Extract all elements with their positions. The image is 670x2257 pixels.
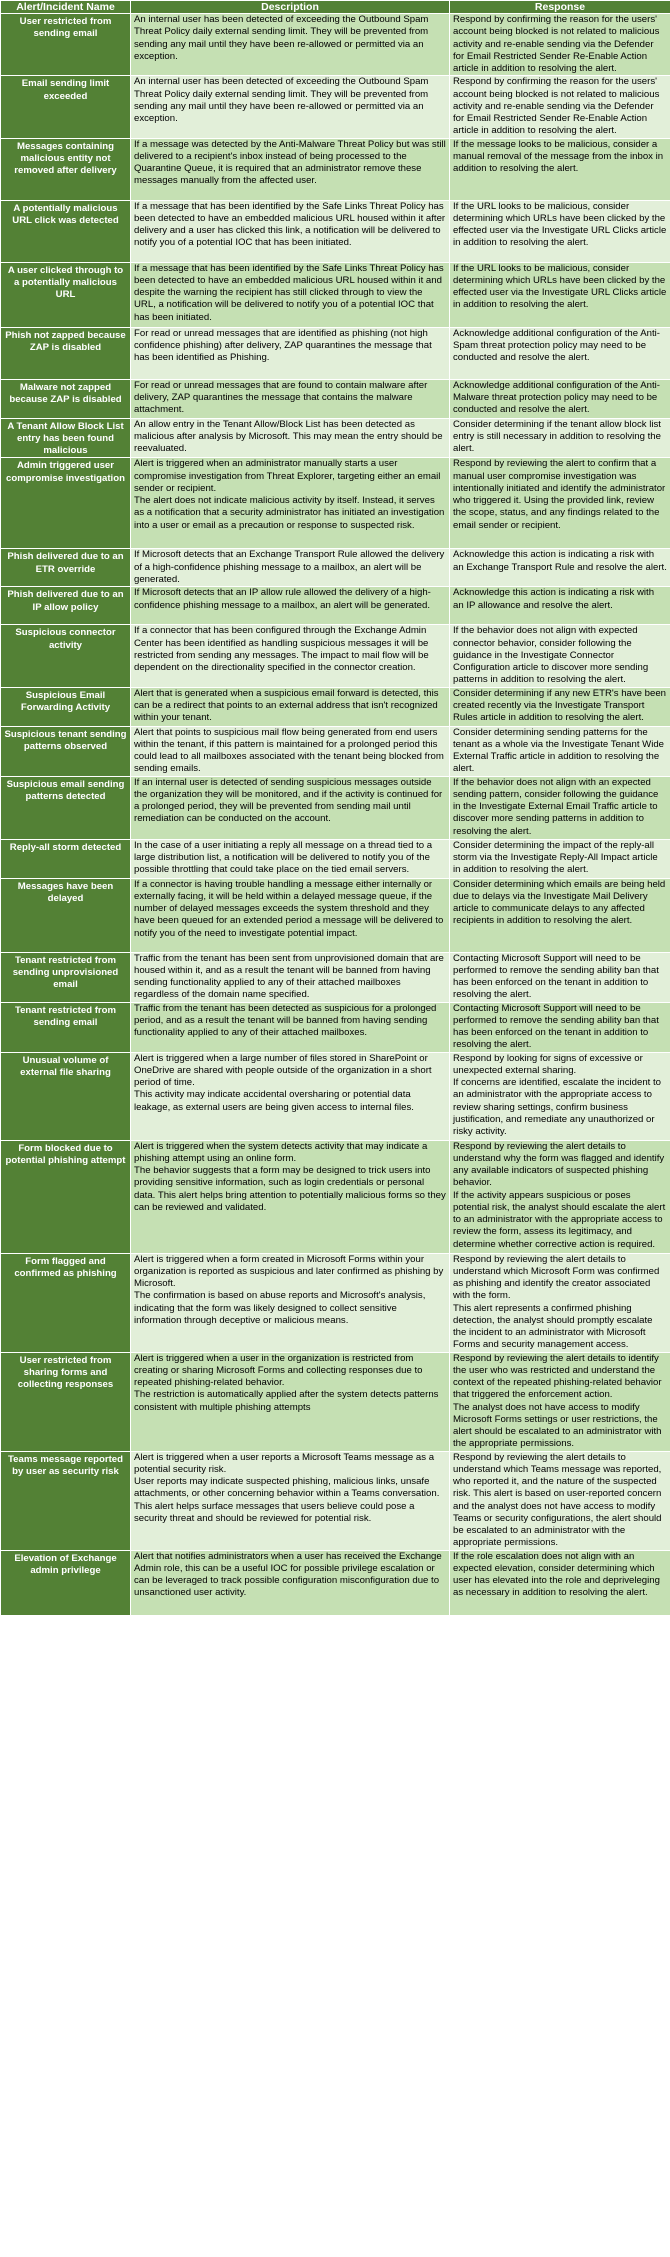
response-cell [450,549,670,587]
table-row [1,1140,670,1253]
alert-name-cell: A potentially malicious URL click was detected [1,200,131,262]
response-cell [450,262,670,327]
description-cell [131,138,450,200]
header-response: Response [450,1,670,14]
description-cell [131,458,450,549]
response-cell [450,587,670,625]
response-paragraph: Consider determining if any new ETR's have been created recently via the Investigate Transport Rules article in addition to resolving the alert. [453,687,667,723]
description-paragraph: Alert is triggered when a form created in Microsoft Forms within your organization is reported as suspicious and later confirmed as phishing by Microsoft. [134,1253,444,1289]
response-paragraph: Respond by reviewing the alert details to understand which Teams message was reported, who reported it, and the nature of the suspected risk. This alert is based on user-reported concern and the analyst does not have access to modify Teams or security configurations, the alert should be escalated to an administrator with the appropriate permissions. [453,1451,662,1549]
table-row [1,1052,670,1140]
table-row [1,687,670,726]
response-paragraph: Respond by reviewing the alert details to understand why the form was flagged and identify any available indicators of suspected phishing behavior. [453,1140,665,1189]
description-paragraph: Alert that is generated when a suspicious email forward is detected, this can be a redirect that points to an external address that isn't recognized within your tenant. [134,687,439,723]
alert-name-cell: User restricted from sending email [1,14,131,76]
table-row [1,327,670,379]
description-cell [131,687,450,726]
response-paragraph: This alert represents a confirmed phishing detection, the analyst should promptly escalate the incident to an administrator with Microsoft Forms and security management access. [453,1302,653,1351]
response-paragraph: Respond by reviewing the alert details to understand which Microsoft Form was confirmed as phishing and identify the creator associated with the form. [453,1253,660,1302]
table-row [1,1451,670,1550]
description-cell [131,14,450,76]
description-paragraph: The alert does not indicate malicious activity by itself. Instead, it serves as a notification that a security administrator has initiated an investigation into a user or email as a precaution or response to suspected risk. [134,495,445,531]
response-cell [450,952,670,1002]
alert-name-cell: Messages containing malicious entity not removed after delivery [1,138,131,200]
response-paragraph: If the URL looks to be malicious, consider determining which URLs have been clicked by the effected user via the Investigate URL Clicks article in addition to resolving the alert. [453,200,667,249]
response-cell [450,76,670,138]
description-paragraph: If a message that has been identified by the Safe Links Threat Policy has been detected to have an embedded malicious URL housed within it and despite the warning the recipient has still clicked through to view the URL, a notification will be delivered to notify you of a potential IOC that has been initiated. [134,262,444,323]
alert-name-cell: Suspicious connector activity [1,625,131,687]
response-cell [450,1352,670,1451]
alert-name-cell: Admin triggered user compromise investigation [1,458,131,549]
description-paragraph: An allow entry in the Tenant Allow/Block List has been detected as malicious after analysis by Microsoft. This may mean the entry should be reevaluated. [134,418,443,454]
description-cell [131,1052,450,1140]
table-row [1,14,670,76]
description-cell [131,587,450,625]
header-row [1,1,670,14]
description-paragraph: The restriction is automatically applied after the system detects patterns consistent with multiple phishing attempts [134,1389,439,1413]
table-row [1,726,670,776]
response-cell [450,200,670,262]
alert-name-cell: Suspicious email sending patterns detected [1,776,131,839]
description-paragraph: This activity may indicate accidental oversharing or potential data leakage, as external users are being given access to internal files. [134,1089,414,1113]
response-paragraph: If the role escalation does not align with an expected elevation, consider determining which user has elevated into the role and depriveleging as necessary in addition to resolving the alert. [453,1550,660,1599]
description-cell [131,625,450,687]
response-paragraph: Consider determining which emails are being held due to delays via the Investigate Mail Delivery article to communicate delays to any affected recipients in addition to resolving the alert. [453,878,666,927]
alert-name-cell: Tenant restricted from sending unprovisioned email [1,952,131,1002]
alert-name-cell: Suspicious Email Forwarding Activity [1,687,131,726]
alert-name-cell: User restricted from sharing forms and collecting responses [1,1352,131,1451]
table-row [1,1352,670,1451]
response-cell [450,1052,670,1140]
table-row [1,952,670,1002]
response-paragraph: If the message looks to be malicious, consider a manual removal of the message from the inbox in addition to resolving the alert. [453,138,664,174]
response-cell [450,776,670,839]
description-cell [131,1140,450,1253]
description-cell [131,76,450,138]
response-cell [450,327,670,379]
table-row [1,549,670,587]
table-row [1,379,670,418]
description-paragraph: Alert that points to suspicious mail flow being generated from end users within the tenant, if this pattern is maintained for a prolonged period this could lead to all mailboxes associated with the tenant being blocked from sending emails. [134,726,444,775]
table-body [1,14,670,1616]
alert-name-cell: Messages have been delayed [1,878,131,952]
alert-name-cell: Tenant restricted from sending email [1,1002,131,1052]
response-cell [450,418,670,458]
description-paragraph: For read or unread messages that are identified as phishing (not high confidence phishing) after delivery, ZAP quarantines the message that has been identified as Phishing. [134,327,432,363]
table-row [1,839,670,878]
response-cell [450,458,670,549]
description-paragraph: If a connector is having trouble handling a message either internally or externally facing, it will be held within a delayed message queue, if the number of delayed messages exceeds the system threshold and they have been queued for an extended period a message will be delivered to notify you of the need to investigate potential impact. [134,878,444,939]
header-description: Description [131,1,450,14]
response-cell [450,687,670,726]
response-paragraph: If the activity appears suspicious or poses potential risk, the analyst should escalate the alert to an administrator with the appropriate access to review the form, assess its legitimacy, and determine whether corrective action is required. [453,1189,666,1250]
description-cell [131,878,450,952]
alert-name-cell: Email sending limit exceeded [1,76,131,138]
description-paragraph: For read or unread messages that are found to contain malware after delivery, ZAP quarantines the message that contains the malware attachment. [134,379,428,415]
response-cell [450,1140,670,1253]
table-row [1,1253,670,1352]
table-row [1,458,670,549]
description-cell [131,1253,450,1352]
description-paragraph: If a message that has been identified by the Safe Links Threat Policy has been detected to have an embedded malicious URL housed within it after delivery and a user has clicked this link, a notification will be delivered to notify you of a potential IOC that has been initiated. [134,200,446,249]
response-cell [450,625,670,687]
description-paragraph: User reports may indicate suspected phishing, malicious links, unsafe attachments, or other concerning behavior within a Teams conversation. This alert helps surface messages that users believe could pose a security threat and should be reviewed for potential risk. [134,1476,440,1524]
description-paragraph: An internal user has been detected of exceeding the Outbound Spam Threat Policy daily external sending limit. They will be prevented from sending any mail until they have been re-allowed or permitted via an exception. [134,14,429,62]
alert-name-cell: Phish delivered due to an IP allow policy [1,587,131,625]
response-cell [450,1002,670,1052]
description-paragraph: If a connector that has been configured through the Exchange Admin Center has been identified as handling suspicious messages it will be restricted from sending any messages. The impact to mail flow will be dependent on the directionality specified in the connector creation. [134,625,429,673]
alert-name-cell: Reply-all storm detected [1,839,131,878]
response-cell [450,379,670,418]
description-cell [131,1550,450,1615]
response-paragraph: The analyst does not have access to modify Microsoft Forms settings or user restrictions, the alert should be escalated to an administrator with the appropriate permissions. [453,1401,662,1450]
table-row [1,418,670,458]
description-paragraph: Alert that notifies administrators when a user has received the Exchange Admin role, this can be a useful IOC for possible privilege escalation or can be leveraged to track possible configuration misconfiguration due to unsanctioned user activity. [134,1550,442,1599]
description-cell [131,1352,450,1451]
description-paragraph: If Microsoft detects that an IP allow rule allowed the delivery of a high-confidence phishing message to a mailbox, an alert will be generated. [134,587,431,611]
description-paragraph: Alert is triggered when a user in the organization is restricted from creating or sharing Microsoft Forms and collecting responses due to repeated phishing-related behavior. [134,1352,423,1388]
description-cell [131,200,450,262]
alert-name-cell: Phish delivered due to an ETR override [1,549,131,587]
response-paragraph: If concerns are identified, escalate the incident to an administrator with the appropriate access to review sharing settings, confirm business justification, and remediate any unauthorized or risky activity. [453,1077,661,1137]
header-alert-name: Alert/Incident Name [1,1,131,14]
alert-name-cell: Teams message reported by user as security risk [1,1451,131,1550]
table-row [1,587,670,625]
table-row [1,878,670,952]
response-paragraph: Consider determining sending patterns for the tenant as a whole via the Investigate Tenant Wide External Traffic article in addition to resolving the alert. [453,726,665,775]
table-row [1,262,670,327]
table-row [1,138,670,200]
response-paragraph: Contacting Microsoft Support will need to be performed to remove the sending ability ban that has been enforced on the tenant in addition to resolving the alert. [453,952,659,1001]
response-paragraph: Respond by reviewing the alert details to identify the user who was restricted and understand the context of the repeated phishing-related behavior that triggered the enforcement action. [453,1352,662,1401]
description-paragraph: The confirmation is based on abuse reports and Microsoft's analysis, indicating that the form was likely designed to collect sensitive information through deceptive or malicious means. [134,1290,426,1326]
response-cell [450,1550,670,1615]
description-paragraph: An internal user has been detected of exceeding the Outbound Spam Threat Policy daily external sending limit. They will be prevented from sending any mail until they have been re-allowed or permitted via an exception. [134,76,429,124]
description-paragraph: If Microsoft detects that an Exchange Transport Rule allowed the delivery of a high-confidence phishing message to a mailbox, an alert will be generated. [134,549,445,585]
response-paragraph: Consider determining the impact of the reply-all storm via the Investigate Reply-All Impact article in addition to resolving the alert. [453,839,658,875]
description-cell [131,549,450,587]
response-paragraph: If the behavior does not align with expected connector behavior, consider following the guidance in the Investigate Connector Configuration article to discover more sending patterns in addition to resolving the alert. [453,625,649,686]
response-paragraph: Respond by reviewing the alert to confirm that a manual user compromise investigation was intentionally initiated and identify the administrator who triggered it. Using the provided link, review the scope, status, and any findings related to the email sender or recipient. [453,458,666,531]
description-cell [131,776,450,839]
response-cell [450,1253,670,1352]
response-paragraph: Acknowledge this action is indicating a risk with an Exchange Transport Rule and resolve the alert. [453,549,667,573]
description-paragraph: If a message was detected by the Anti-Malware Threat Policy but was still delivered to a recipient's inbox instead of being processed to the Quarantine Queue, it is required that an administrator remove these messages manually from the affected user. [134,138,446,187]
response-paragraph: Contacting Microsoft Support will need to be performed to remove the sending ability ban that has been enforced on the tenant in addition to resolving the alert. [453,1002,659,1051]
table-row [1,776,670,839]
table-row [1,76,670,138]
description-paragraph: Traffic from the tenant has been sent from unprovisioned domain that are housed within it, and as a result the tenant will be banned from having sending functionality applied to any of their attached mailboxes regardless of the domain name specified. [134,952,444,1001]
description-cell [131,418,450,458]
alert-name-cell: Form blocked due to potential phishing attempt [1,1140,131,1253]
response-paragraph: Acknowledge additional configuration of the Anti-Spam threat protection policy may need to be conducted and resolve the alert. [453,327,660,363]
alert-name-cell: Suspicious tenant sending patterns observed [1,726,131,776]
alert-name-cell: Unusual volume of external file sharing [1,1052,131,1140]
table-row [1,1002,670,1052]
response-cell [450,14,670,76]
alert-name-cell: A Tenant Allow Block List entry has been found malicious [1,418,131,458]
alert-name-cell: A user clicked through to a potentially malicious URL [1,262,131,327]
table-row [1,625,670,687]
description-cell [131,327,450,379]
description-paragraph: Alert is triggered when an administrator manually starts a user compromise investigation from Threat Explorer, targeting either an email sender or recipient. [134,458,441,494]
alert-name-cell: Malware not zapped because ZAP is disabled [1,379,131,418]
table-row [1,200,670,262]
response-paragraph: Acknowledge this action is indicating a risk with an IP allowance and resolve the alert. [453,587,655,611]
description-paragraph: Alert is triggered when the system detects activity that may indicate a phishing attempt using an online form. [134,1140,428,1164]
alert-name-cell: Form flagged and confirmed as phishing [1,1253,131,1352]
response-cell [450,726,670,776]
response-paragraph: If the behavior does not align with an expected sending pattern, consider following the guidance in the Investigate External Email Traffic article to discover more sending patterns in addition to resolving the alert. [453,776,659,837]
description-paragraph: The behavior suggests that a form may be designed to trick users into providing sensitive information, such as login credentials or personal data. This alert helps bring attention to potentially malicious forms so they can be reviewed and validated. [134,1165,446,1213]
alert-name-cell: Elevation of Exchange admin privilege [1,1550,131,1615]
description-cell [131,1451,450,1550]
response-cell [450,1451,670,1550]
description-cell [131,726,450,776]
response-cell [450,138,670,200]
description-paragraph: In the case of a user initiating a reply all message on a thread tied to a large distribution list, a notification will be delivered to notify you of the possible throttling that could take place on the tied email servers. [134,839,433,875]
response-paragraph: Acknowledge additional configuration of the Anti-Malware threat protection policy may need to be conducted and resolve the alert. [453,379,660,415]
description-paragraph: Alert is triggered when a user reports a Microsoft Teams message as a potential security risk. [134,1451,435,1475]
description-paragraph: Alert is triggered when a large number of files stored in SharePoint or OneDrive are shared with people outside of the organization in a short period of time. [134,1052,432,1088]
response-paragraph: Respond by looking for signs of excessive or unexpected external sharing. [453,1052,643,1076]
description-paragraph: If an internal user is detected of sending suspicious messages outside the organization they will be monitored, and if the activity is continued for a prolonged period, they will be prevented from sending mail until remediation can be conducted on the account. [134,776,443,825]
description-cell [131,379,450,418]
response-paragraph: Consider determining if the tenant allow block list entry is still necessary in addition to resolving the alert. [453,418,661,454]
response-cell [450,839,670,878]
response-cell [450,878,670,952]
description-cell [131,1002,450,1052]
table-row [1,1550,670,1615]
alert-name-cell: Phish not zapped because ZAP is disabled [1,327,131,379]
description-cell [131,839,450,878]
description-paragraph: Traffic from the tenant has been detected as suspicious for a prolonged period, and as a result the tenant will be banned from having sending functionality applied to any of their attached mailboxes. [134,1002,437,1038]
description-cell [131,952,450,1002]
description-cell [131,262,450,327]
response-paragraph: Respond by confirming the reason for the users' account being blocked is not related to malicious activity and re-enable sending via the Defender for Email Restricted Sender Re-Enable Action article in addition to resolving the alert. [453,14,660,74]
response-paragraph: Respond by confirming the reason for the users' account being blocked is not related to malicious activity and re-enable sending via the Defender for Email Restricted Sender Re-Enable Action article in addition to resolving the alert. [453,76,660,137]
response-paragraph: If the URL looks to be malicious, consider determining which URLs have been clicked by the effected user via the Investigate URL Clicks article in addition to resolving the alert. [453,262,667,311]
